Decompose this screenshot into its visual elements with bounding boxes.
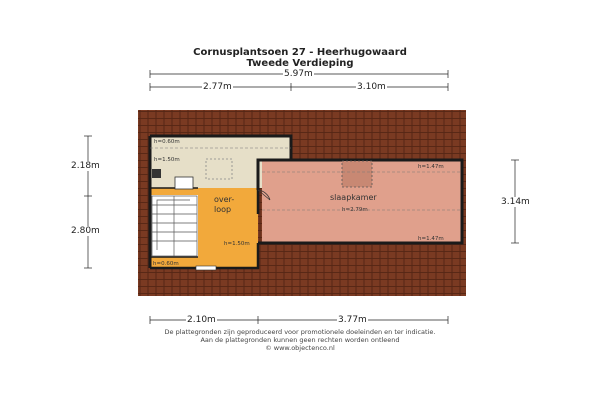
height-attic-top: h=0.60m [154, 139, 180, 145]
height-overloop: h=1.50m [224, 241, 250, 247]
footer-line-3: © www.objectenco.nl [265, 344, 335, 352]
window-bottom [196, 266, 216, 270]
room-label-overloop-2: loop [214, 205, 232, 214]
dim-right: 3.14m [501, 197, 530, 207]
skylight-bedroom [342, 161, 372, 187]
room-label-slaapkamer: slaapkamer [330, 193, 377, 202]
dim-bottom-left: 2.10m [187, 315, 216, 325]
dim-bottom-right: 3.77m [338, 315, 367, 325]
dim-left-upper: 2.18m [71, 161, 100, 171]
height-attic-mid: h=1.50m [154, 157, 180, 163]
height-bed-mid: h=2.79m [342, 207, 368, 213]
height-bed-top: h=1.47m [418, 164, 444, 170]
dim-top-left: 2.77m [203, 82, 232, 92]
dim-top-total: 5.97m [284, 69, 313, 79]
footer-line-1: De plattegronden zijn geproduceerd voor promotionele doeleinden en ter indicatie. [164, 328, 436, 336]
footer-line-2: Aan de plattegronden kunnen geen rechten worden ontleend [200, 336, 400, 344]
plan-subtitle: Tweede Verdieping [246, 58, 354, 69]
plan-title: Cornusplantsoen 27 - Heerhugowaard [193, 47, 407, 58]
height-overloop-low: h=0.60m [153, 261, 179, 267]
dim-top-right: 3.10m [357, 82, 386, 92]
room-label-overloop-1: over- [214, 195, 235, 204]
dim-left-lower: 2.80m [71, 226, 100, 236]
sink [175, 177, 193, 189]
appliance [152, 169, 161, 178]
height-bed-bottom: h=1.47m [418, 236, 444, 242]
